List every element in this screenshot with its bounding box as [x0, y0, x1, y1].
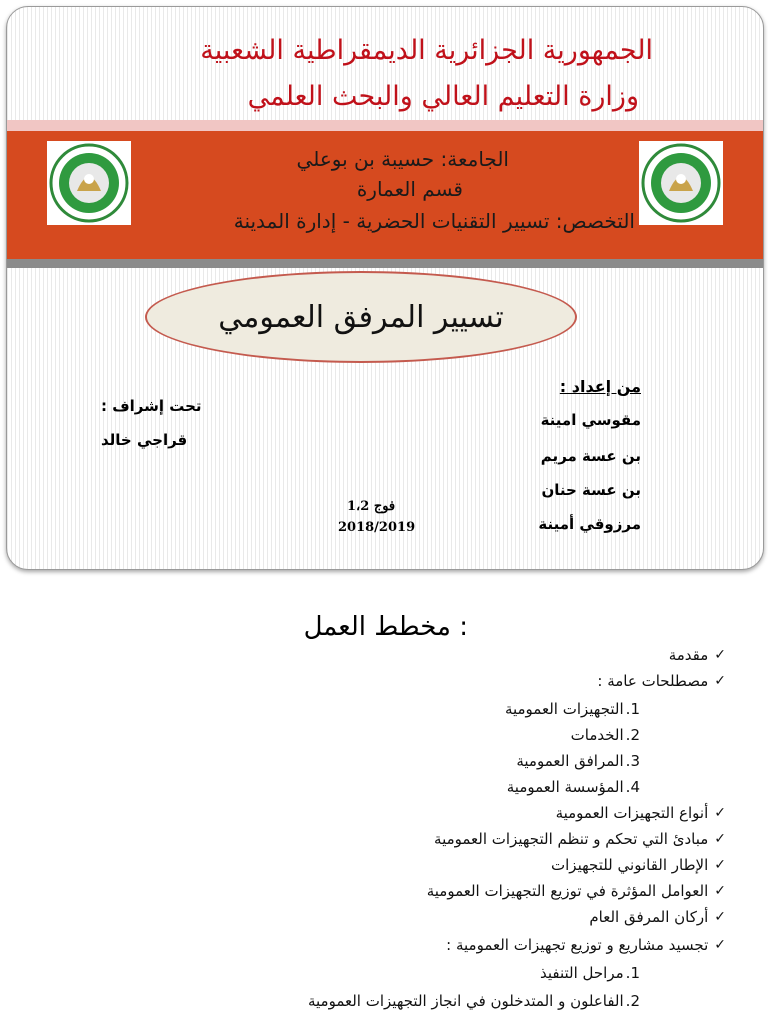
prepared-by-label: من إعداد : [559, 377, 641, 396]
university-seal-icon [639, 141, 723, 225]
plan-subitem [505, 700, 640, 718]
item-number: 2. [625, 726, 640, 744]
supervision-label: تحت إشراف : [101, 397, 202, 415]
plan-title: : مخطط العمل [303, 612, 468, 642]
plan-item-text: الخدمات [570, 726, 624, 744]
student-name: مقوسي امينة [540, 411, 641, 429]
item-number: 1. [625, 700, 640, 718]
group-label: فوج 1،2 [347, 499, 396, 514]
plan-item [597, 672, 726, 690]
university-name: الجامعة: حسيبة بن بوعلي [296, 147, 509, 171]
plan-item [551, 856, 726, 874]
university-seal-icon [47, 141, 131, 225]
plan-item-text: مبادئ التي تحكم و تنظم التجهيزات العمومية [434, 830, 709, 848]
plan-item-text: الإطار القانوني للتجهيزات [551, 856, 709, 874]
plan-item [427, 882, 726, 900]
header-line-republic: الجمهورية الجزائرية الديمقراطية الشعبية [200, 35, 653, 66]
topic-ellipse [145, 271, 577, 363]
plan-item-text: تجسيد مشاريع و توزيع تجهيزات العمومية : [446, 936, 709, 954]
student-name: مرزوقي أمينة [538, 515, 641, 533]
plan-subitem [308, 992, 640, 1010]
plan-item-text: مقدمة [668, 646, 709, 664]
check-icon: ✓ [714, 831, 726, 847]
plan-subitem [507, 778, 640, 796]
plan-item [434, 830, 726, 848]
grey-divider [7, 259, 763, 268]
topic-title: تسيير المرفق العمومي [218, 299, 504, 335]
header-zone [7, 7, 763, 119]
check-icon: ✓ [714, 673, 726, 689]
check-icon: ✓ [714, 857, 726, 873]
plan-item-text: مصطلحات عامة : [597, 672, 709, 690]
plan-item-text: العوامل المؤثرة في توزيع التجهيزات العمومية [426, 882, 709, 900]
plan-subitem [571, 726, 640, 744]
supervisor-name: قراجي خالد [101, 431, 188, 449]
plan-item-text: أركان المرفق العام [589, 908, 709, 926]
plan-item [669, 646, 726, 664]
title-slide [6, 6, 764, 570]
plan-item [556, 804, 726, 822]
plan-item-text: الفاعلون و المتدخلون في انجاز التجهيزات العمومية [307, 992, 624, 1010]
plan-item [589, 908, 726, 926]
item-number: 2. [625, 992, 640, 1010]
plan-item-text: التجهيزات العمومية [504, 700, 624, 718]
item-number: 4. [625, 778, 640, 796]
student-name: بن عسة مريم [540, 447, 641, 465]
student-name: بن عسة حنان [541, 481, 641, 499]
pink-divider [7, 120, 763, 131]
check-icon: ✓ [714, 647, 726, 663]
check-icon: ✓ [714, 883, 726, 899]
item-number: 1. [625, 964, 640, 982]
specialty-name: التخصص: تسيير التقنيات الحضرية - إدارة المدينة [233, 209, 635, 233]
academic-year: 2018/2019 [338, 520, 416, 535]
department-name: قسم العمارة [356, 177, 463, 201]
check-icon: ✓ [714, 937, 726, 953]
university-band [7, 131, 763, 259]
item-number: 3. [625, 752, 640, 770]
plan-subitem [540, 964, 640, 982]
check-icon: ✓ [714, 805, 726, 821]
plan-item-text: المؤسسة العمومية [506, 778, 624, 796]
plan-item-text: أنواع التجهيزات العمومية [555, 804, 709, 822]
check-icon: ✓ [714, 909, 726, 925]
plan-subitem [516, 752, 640, 770]
plan-item-text: المرافق العمومية [516, 752, 624, 770]
plan-item-text: مراحل التنفيذ [540, 964, 624, 982]
header-line-ministry: وزارة التعليم العالي والبحث العلمي [247, 81, 639, 112]
plan-item [446, 936, 726, 954]
